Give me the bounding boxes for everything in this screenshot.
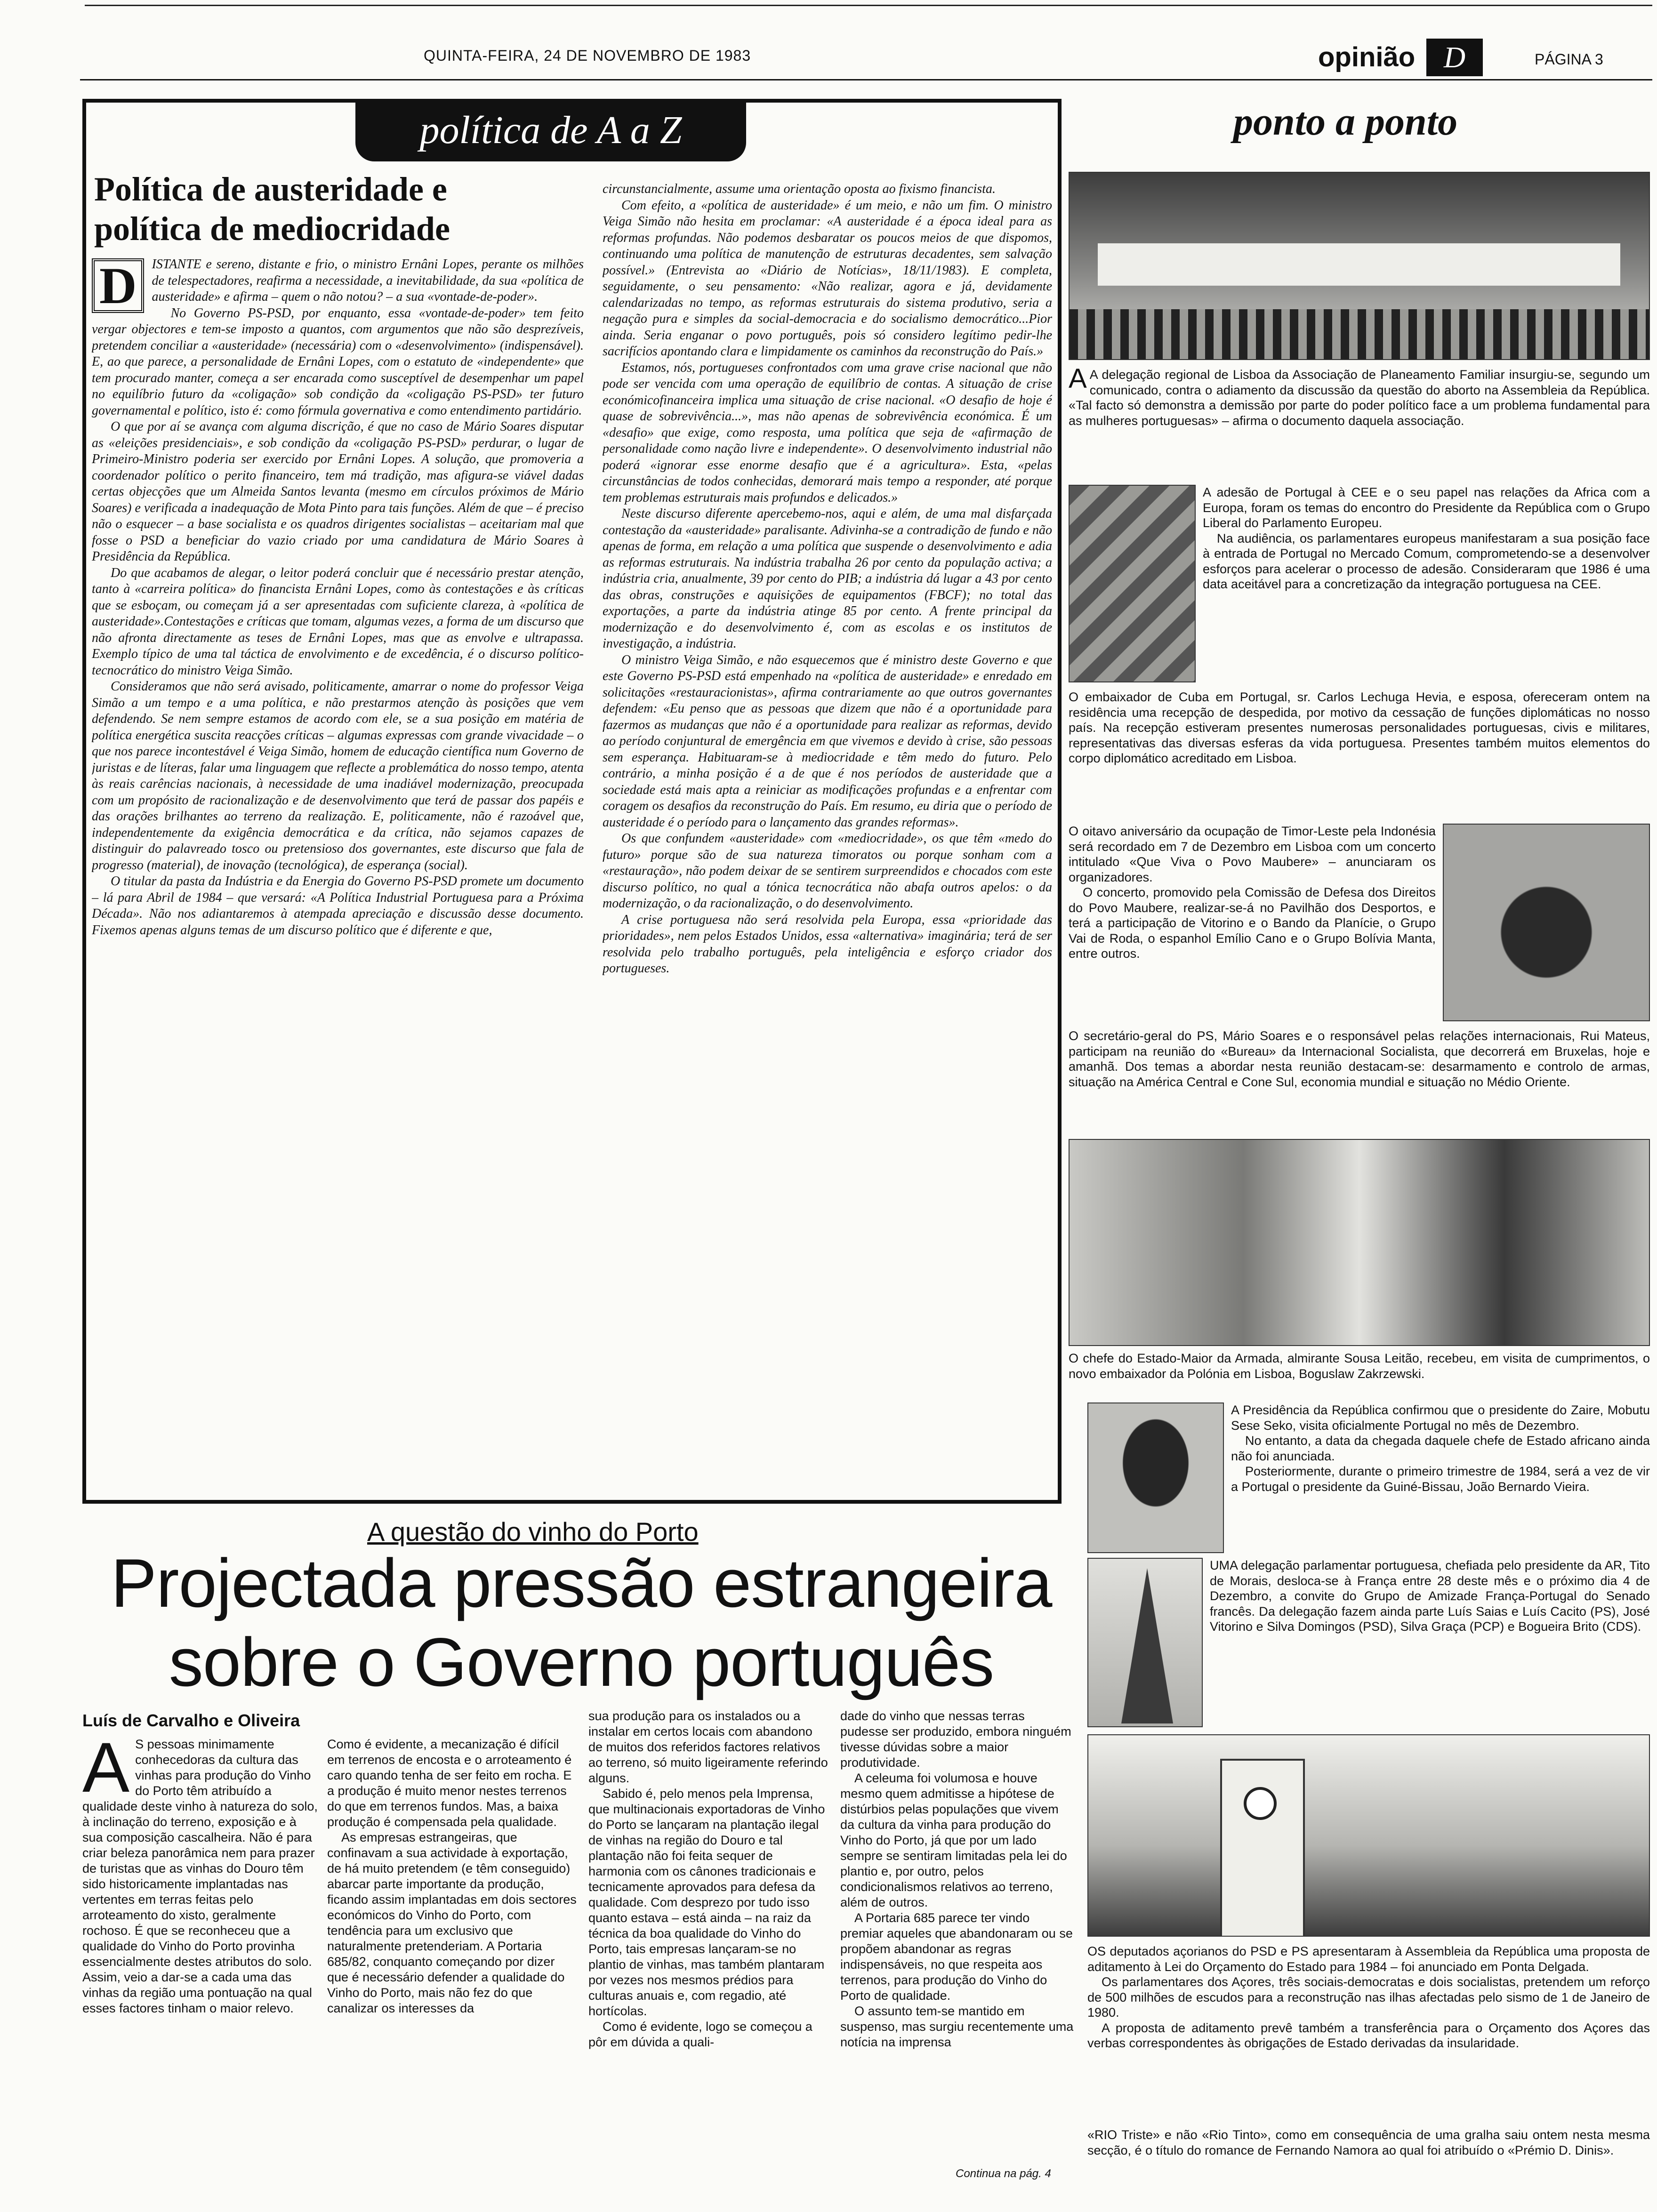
editorial-paragraph: Com efeito, a «política de austeridade» é um meio, e não um fim. O ministro Veiga Simão não hesita em proclamar: «A austeridade é a época ideal para as reformas profundas. Não podemos desbaratar os poucos meios de que dispomos, continuando uma política de manutenção de estruturas decadentes, sem salvação possível.» (Entrevista ao «Diário de Notícias», 18/11/1983). E completa, seguidamente, o seu pensamento: «Não realizar, agora e já, devidamente calendarizadas no tempo, as reformas estruturais do sistema produtivo, seria a negação pura e simples da social-democracia e do socialismo democrático...Pior ainda. Seria enganar o povo português, pois só considero legítimo pedir-lhe sacrifícios apontando clara e limpidamente os caminhos da reconstrução do País.» (603, 198, 1052, 359)
vinho-paragraph: A Portaria 685 parece ter vindo premiar aqueles que abandonaram ou se propõem abandonar as regras indispensáveis, no que respeita aos terrenos, para produção do Vinho do Porto de qualidade. (840, 1911, 1073, 2003)
ponto-item-text: OS deputados açorianos do PSD e PS apresentaram à Assembleia da República uma proposta de aditamento à Lei do Orçamento do Estado para 1984 – foi anunciado em Ponta Delgada. (1087, 1944, 1650, 1974)
vinho-paragraph: O assunto tem-se mantido em suspenso, mas surgiu recentemente uma notícia na imprensa (840, 2004, 1074, 2049)
vinho-headline-line1: Projectada pressão estrangeira (111, 1545, 1052, 1621)
vinho-column-1 (82, 1737, 318, 2184)
ponto-item-soares (1069, 1028, 1650, 1130)
ponto-item-timor (1069, 824, 1436, 1021)
vinho-headline (80, 1544, 1083, 1702)
clock-icon (1244, 1787, 1277, 1820)
ponto-item-text: O oitavo aniversário da ocupação de Timor-Leste pela Indonésia será recordado em 7 de Dezembro em Lisboa com um concerto intitulado «Que Viva o Povo Maubere» – anunciaram os organizadores. (1069, 824, 1436, 884)
photo-acores (1087, 1734, 1650, 1937)
ponto-item-text: A proposta de aditamento prevê também a transferência para o Orçamento dos Açores das verbas correspondentes às obrigações de Estado derivadas da insularidade. (1087, 2020, 1650, 2050)
ponto-item-zaire (1231, 1403, 1650, 1553)
ponto-item-cuba (1069, 689, 1650, 817)
ponto-item-text: «RIO Triste» e não «Rio Tinto», como em consequência de uma gralha saiu ontem nesta mesma secção, é o título do romance de Fernando Namora ao qual foi atribuído o «Prémio D. Dinis». (1087, 2128, 1650, 2157)
vinho-paragraph: Como é evidente, a mecanização é difícil em terrenos de encosta e o arroteamento é caro quando tenha de ser feito em rocha. E a produção é muito menor nestes terrenos do que em terrenos fundos. Mas, a baixa produção é compensada pela qualidade. (327, 1737, 572, 1829)
editorial-paragraph: No Governo PS-PSD, por enquanto, essa «vontade-de-poder» tem feito vergar objectores e tem-se imposto a quantos, com argumentos que não são desprezíveis, pretendem conciliar a «austeridade» (necessária) com o «desenvolvimento» (indispensável). E, ao que parece, a personalidade de Ernâni Lopes, com o estatuto de «independente» que tem procurado manter, começa a ser encarada como susceptível de desempenhar um papel no equilíbrio futuro da «coligação» sob condição da «coligação PS-PSD» ter futuro governamental e político, isto é: como fórmula governativa e como entendimento partidário. (92, 305, 584, 418)
editorial-paragraph: Estamos, nós, portugueses confrontados com uma grave crise nacional que não pode ser vencida com uma operação de equilíbrio de contas. A situação de crise económicofinanceira implica uma situação de crise nacional. «O desafio de hoje é quase de sobrevivência...», mas não apenas de sobrevivência económica. É um «desafio» que exige, como resposta, uma política que seja de «afirmação de personalidade como nação livre e independente». O desenvolvimento industrial não poderá «ignorar esse enorme desafio que é a agricultura». Esta, «pelas circunstâncias de todos conhecidas, demorará mais tempo a responder, até porque tem problemas estruturais mais profundos e delicados.» (603, 360, 1052, 505)
editorial-paragraph: A crise portuguesa não será resolvida pela Europa, essa «prioridade das prioridades», nem pelos Estados Unidos, essa «alternativa» imaginária; terá de ser resolvida pelo trabalho português, pela inteligência e esforço criador dos portugueses. (603, 912, 1052, 976)
ponto-item-armada (1069, 1351, 1650, 1398)
editorial-column-left (92, 256, 584, 1492)
vinho-column-2 (327, 1737, 577, 2184)
editorial-paragraph: O titular da pasta da Indústria e da Energia do Governo PS-PSD promete um documento – lá para Abril de 1984 – que versará: «A Política Industrial Portuguesa para a Próxima Década». Não nos adiantaremos à atempada apreciação e discussão desse documento. Fixemos apenas alguns temas de um discurso político que é diferente e que, (92, 874, 584, 938)
vinho-bigcap: A (82, 1737, 130, 1807)
editorial-paragraph: Neste discurso diferente apercebemo-nos, aqui e além, de uma mal disfarçada contestação da «austeridade» paralisante. Adivinha-se a contradição de fundo e não apenas de forma, em relação a uma política que suspende o desenvolvimento e adia as reformas estruturais. Na indústria trabalha 26 por cento da população activa; a indústria cria, anualmente, 39 por cento do PIB; a indústria dá lugar a 43 por cento das obras, construções e aquisições de equipamentos (FBCF); no total das exportações, a parte da indústria atinge 85 por cento. A frente principal da modernização e do desenvolvimento é, com as escolas e os institutos de investigação, a indústria. (603, 506, 1052, 651)
eiffel-tower-icon (1121, 1568, 1173, 1723)
photo-timor (1443, 824, 1650, 1021)
vinho-headline-line2: sobre o Governo português (169, 1624, 994, 1700)
photo-eiffel (1087, 1558, 1203, 1727)
header-date: QUINTA-FEIRA, 24 DE NOVEMBRO DE 1983 (424, 47, 751, 64)
photo-demonstration-crowd (1070, 309, 1650, 360)
ponto-item-text: Os parlamentares dos Açores, três sociais-democratas e dois socialistas, pretendem um reforço de 500 milhões de escudos para a reconstrução nas ilhas afectadas pelo sismo de 1 de Janeiro de 1980. (1087, 1975, 1650, 2020)
vinho-paragraph: Como é evidente, logo se começou a pôr em dúvida a quali- (588, 2020, 812, 2049)
vinho-paragraph: As empresas estrangeiras, que confinavam a sua actividade à exportação, de há muito pretendem (e têm conseguido) abarcar parte importante da produção, ficando assim implantadas em dois sectores económicos do Vinho do Porto, com tendência para um exclusivo que naturalmente pretenderiam. A Portaria 685/82, conquanto começando por dizer que é necessário defender a qualidade do Vinho do Porto, mais não fez do que canalizar os interesses da (327, 1830, 577, 2015)
vinho-column-4 (840, 1708, 1076, 2160)
ponto-item-text: A adesão de Portugal à CEE e o seu papel nas relações da Africa com a Europa, foram os temas do encontro do Presidente da República com o Grupo Liberal do Parlamento Europeu. (1203, 485, 1650, 530)
item-initial: A (1069, 367, 1087, 394)
editorial-title-line2: política de mediocridade (94, 210, 450, 248)
editorial-paragraph: Os que confundem «austeridade» com «mediocridade», os que têm «medo do futuro» porque são de sua natureza timoratos ou porque sonham com a «restauração», não podem deixar de se sentirem surpreendidos e chocados com este discurso político, no qual a tónica tecnocrática não abafa outros apelos: o da modernização, o da racionalização, o do desenvolvimento. (603, 831, 1052, 911)
vinho-column-3 (588, 1708, 828, 2184)
ponto-item-acores (1087, 1944, 1650, 2123)
ponto-title: ponto a ponto (1233, 100, 1458, 144)
editorial-paragraph: circunstancialmente, assume uma orientação oposta ao fixismo financista. (603, 182, 996, 196)
vinho-paragraph: S pessoas minimamente conhecedoras da cultura das vinhas para produção do Vinho do Porto têm atribuído a qualidade deste vinho à natureza do solo, à inclinação do terreno, exposição e à sua composição cascalheira. Não é para criar beleza panorâmica nem para prazer de turistas que as vinhas do Douro têm sido historicamente implantadas nas vertentes em terras feitas pelo arroteamento do xisto, geralmente rochoso. É que se reconheceu que a qualidade do Vinho do Porto provinha essencialmente destes atributos do solo. Assim, veio a dar-se a cada uma das vinhas da região uma pontuação na qual esses factores tinham o maior relevo. (82, 1737, 318, 2015)
editorial-paragraph: ISTANTE e sereno, distante e frio, o ministro Ernâni Lopes, perante os milhões de telespectadores, reafirma a necessidade, a inevitabilidade, da sua «política de austeridade» e afirma – quem o não notou? – a sua «vontade-de-poder». (152, 257, 584, 304)
editorial-paragraph: O que por aí se avança com alguma discrição, é que no caso de Mário Soares disputar as «eleições presidenciais», e sob condição da «coligação PS-PSD» perdurar, o lugar de Primeiro-Ministro poderia ser exercido por Ernâni Lopes. A solução, que promoveria a coordenador político o perito financeiro, tem má tradição, mas afigura-se viável dadas certas objecções que um Almeida Santos levanta (mesmo em círculos próximos de Mário Soares) e verificada a inadequação de Mota Pinto para tais funções. Além de que – é preciso não o esquecer – a base socialista e os quadros dirigentes socialistas – aceitariam mal que fosse o PSD a beneficiar do vazio criado por uma candidatura de Mário Soares à Presidência da República. (92, 419, 584, 564)
ponto-item-text: No entanto, a data da chegada daquele chefe de Estado africano ainda não foi anunciada. (1231, 1434, 1650, 1463)
vinho-paragraph: sua produção para os instalados ou a instalar em certos locais com abandono de muitos dos referidos factores relativos ao terreno, só muito ligeiramente referindo alguns. (588, 1709, 828, 1785)
vinho-paragraph: Sabido é, pelo menos pela Imprensa, que multinacionais exportadoras de Vinho do Porto se lançaram na plantação ilegal de vinhas na região do Douro e tal plantação não foi feita sequer de harmonia com os cânones tradicionais e tecnicamente aprovados para defesa da qualidade. Com desprezo por tudo isso quanto estava – está ainda – na raiz da técnica da boa qualidade do Vinho do Porto, tais empresas lançaram-se no plantio de vinhas, mas também plantaram por vezes nos mesmos prédios para culturas anuais e, com regadio, até hortícolas. (588, 1787, 825, 2018)
header-section: opinião (1318, 42, 1416, 72)
ponto-item-cee (1203, 485, 1650, 682)
header-rule-top (85, 5, 1652, 6)
ponto-item-aborto (1069, 367, 1650, 475)
ponto-item-text: UMA delegação parlamentar portuguesa, chefiada pelo presidente da AR, Tito de Morais, desloca-se à França entre 28 deste mês e o próximo dia 4 de Dezembro, a convite do Grupo de Amizade França-Portugal do Senado francês. Da delegação fazem ainda parte Luís Saias e Luís Cacito (PS), José Vitorino e Silva Domingos (PSD), Silva Graça (PCP) e Bogueira Brito (CDS). (1210, 1558, 1650, 1634)
ponto-item-text: Na audiência, os parlamentares europeus manifestaram a sua posição face à entrada de Portugal no Mercado Comum, comprometendo-se a desenvolver esforços para acelerar o processo de adesão. Consideraram que 1986 é uma data aceitável para a concretização da integração portuguesa na CEE. (1203, 531, 1650, 591)
ponto-item-text: A delegação regional de Lisboa da Associação de Planeamento Familiar insurgiu-se, segundo um comunicado, contra o adiamento da discussão da questão do aborto na Assembleia da República. «Tal facto só demonstra a demissão por parte do poder político face a um problema fundamental para as mulheres portuguesas» – afirma o documento daquela associação. (1069, 368, 1650, 428)
editorial-column-right (603, 181, 1052, 1492)
vinho-kicker: A questão do vinho do Porto (367, 1517, 699, 1547)
ponto-item-text: Posteriormente, durante o primeiro trimestre de 1984, será a vez de vir a Portugal o presidente da Guiné-Bissau, João Bernardo Vieira. (1231, 1464, 1650, 1494)
church-tower-icon (1220, 1759, 1305, 1937)
vinho-paragraph: A celeuma foi volumosa e houve mesmo quem admitisse a hipótese de distúrbios pelas populações que vivem da cultura da vinha para produção do Vinho do Porto, já que por um lado sempre se sentiram limitadas pela lei do plantio e, por outro, pelos condicionalismos relativos ao terreno, além de outros. (840, 1771, 1067, 1909)
editorial-paragraph: Do que acabamos de alegar, o leitor poderá concluir que é necessário prestar atenção, tanto à «carreira política» do financista Ernâni Lopes, como às contestações e às críticas que se esboçam, ou começam já a ser apresentadas com suficiente clareza, à «política de austeridade».Contestações e críticas que tomam, algumas vezes, a forma de um discurso que não afronta directamente as teses de Ernâni Lopes, mas que as envolve e ultrapassa. Exemplo típico de uma tal táctica de envolvimento e de excedência, é o discurso político-tecnocrático do ministro Veiga Simão. (92, 565, 584, 678)
ponto-item-text: A Presidência da República confirmou que o presidente do Zaire, Mobutu Sese Seko, visita oficialmente Portugal no mês de Dezembro. (1231, 1403, 1650, 1433)
editorial-dropcap: D (92, 258, 144, 313)
editorial-paragraph: O ministro Veiga Simão, e não esquecemos que é ministro deste Governo e que este Governo PS-PSD está empenhado na «política de austeridade» e enredado em solicitações «restauracionistas», afirma contrariamente ao que outros governantes defendem: «Eu penso que as pessoas que dizem que não é a oportunidade para fazermos as mudanças que não é a oportunidade para realizar as reformas, devido ao período conjuntural de emergência em que vivemos e devido à crise, são pessoas sem esperança. Habituaram-se à mediocridade e têm medo do futuro. Pelo contrário, a minha posição é a de que é nos períodos de austeridade que a sociedade está mais apta a reiniciar as modificações profundas e a enfrentar com coragem os desafios da reconstrução do País. Em resumo, eu diria que o período de austeridade é o período para o lançamento das grandes reformas». (603, 652, 1052, 830)
header-rule (80, 79, 1652, 80)
ponto-item-text: O embaixador de Cuba em Portugal, sr. Carlos Lechuga Hevia, e esposa, ofereceram ontem na residência uma recepção de despedida, por motivo da cessação de funções diplomáticas no nosso país. Na recepção estiveram presentes numerosas personalidades portuguesas, civis e militares, representativas das diversas esferas da vida portuguesa. Presentes também muitos elementos do corpo diplomático acreditado em Lisboa. (1069, 690, 1650, 765)
column-banner: política de A a Z (355, 103, 746, 161)
photo-demonstration (1069, 172, 1650, 360)
vinho-paragraph: dade do vinho que nessas terras pudesse ser produzido, embora ninguém tivesse dúvidas sobre a maior produtividade. (840, 1709, 1071, 1770)
ponto-item-text: O concerto, promovido pela Comissão de Defesa dos Direitos do Povo Maubere, realizar-se-á no Pavilhão dos Desportos, e terá a participação de Vitorino e o Bando da Planície, o Grupo Vai de Roda, o espanhol Emílio Cano e o Grupo Bolívia Manta, entre outros. (1069, 885, 1436, 961)
photo-demonstration-banner (1098, 243, 1620, 286)
editorial-paragraph: Consideramos que não será avisado, politicamente, amarrar o nome do professor Veiga Simão a um tempo e a uma política, e não prestarmos atenção às posições que vem defendendo. Se nem sempre estamos de acordo com ele, se a sua posição em matéria de política energética suscita reacções críticas – algumas expressas com grande vivacidade – o que nos parece incontestável é Veiga Simão, homem de educação científica num Governo de juristas e de líteras, falar uma linguagem que reflecte a problemática do nosso tempo, atenta às reais carências nacionais, à necessidade de uma inadiável modernização, preocupada com um propósito de racionalização e de desenvolvimento que terá de passar dos papéis e das orações brilhantes ao terreno da realização. E, politicamente, não é razoável que, independentemente da exigência democrática e da crítica, não sejamos capazes de distinguir do palavreado tosco ou pretensioso dos governantes, este discurso que fala de progresso (material), de inovação (tecnológica), de esperança (social). (92, 679, 584, 873)
editorial-title (94, 169, 593, 248)
ponto-item-text: O chefe do Estado-Maior da Armada, almirante Sousa Leitão, recebeu, em visita de cumprimentos, o novo embaixador da Polónia em Lisboa, Boguslaw Zakrzewski. (1069, 1351, 1650, 1381)
editorial-title-line1: Política de austeridade e (94, 170, 447, 208)
header-page-number: PÁGINA 3 (1535, 51, 1603, 68)
ponto-item-text: O secretário-geral do PS, Mário Soares e o responsável pelas relações internacionais, Rui Mateus, participam na reunião do «Bureau» da Internacional Socialista, que decorrerá em Bruxelas, hoje e amanhã. Dos temas a abordar nesta reunião destacam-se: desarmamento e controlo de armas, situação na América Central e Cone Sul, economia mundial e situação no Médio Oriente. (1069, 1029, 1650, 1089)
vinho-byline: Luís de Carvalho e Oliveira (82, 1711, 300, 1730)
photo-cee (1069, 485, 1196, 682)
photo-mobutu (1087, 1403, 1224, 1553)
photo-meeting (1069, 1139, 1650, 1346)
header-logo: D (1426, 39, 1483, 76)
vinho-continua: Continua na pág. 4 (956, 2167, 1051, 2180)
ponto-item-franca (1210, 1558, 1650, 1727)
ponto-item-errata (1087, 2127, 1650, 2179)
